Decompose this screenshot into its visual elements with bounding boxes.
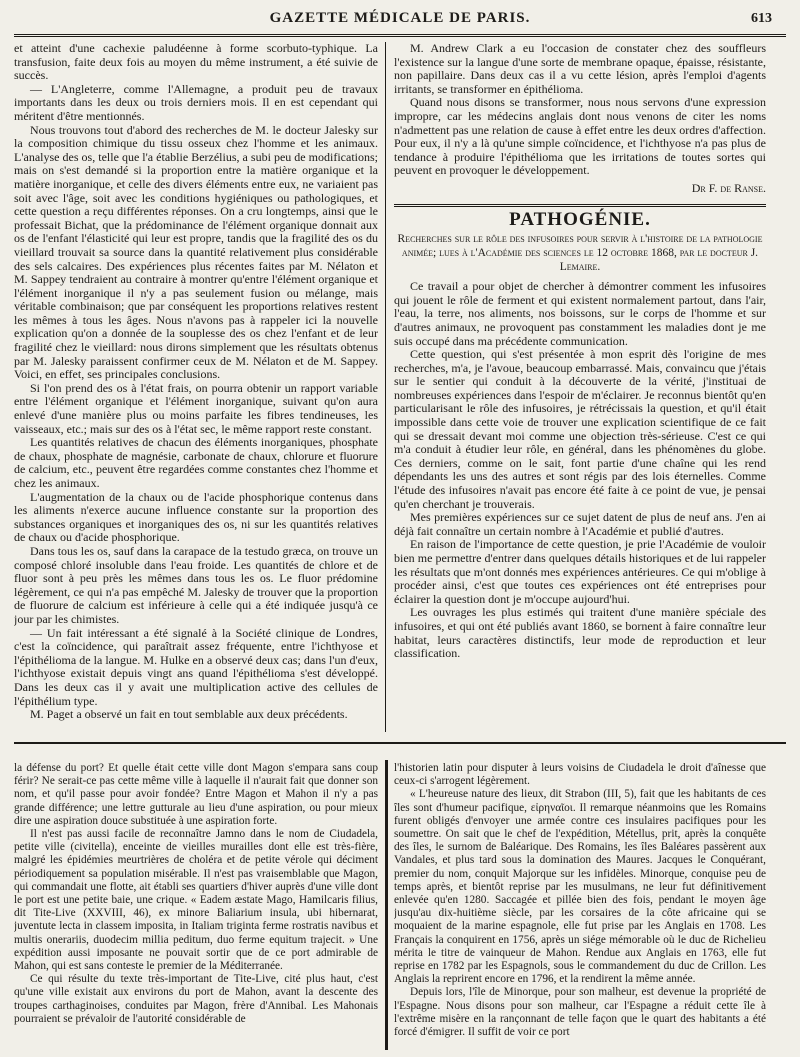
- paragraph: Ce travail a pour objet de chercher à démontrer comment les infusoires qui jouent le rôle de ferment et qui existent normalement partout, dans l'air, l'eau, la terre, nos aliments, nos boissons, sur le corps de l'homme et sur d'autres animaux, ne provoquent pas constamment les maladies dont je me suis occupé dans ma précédente communication.: [394, 279, 766, 348]
- paragraph: Dans tous les os, sauf dans la carapace de la testudo græca, on trouve un composé chloré insoluble dans l'eau froide. Les quantités de chlore et de fluor sont à peu près les mêmes dans tous les os. Le fluor prédomine légèrement, ce qui n'a pas empêché M. Jalesky de trouver que la proportion de fluorure de calcium est inférieure à celle qui a été indiquée jusqu'à ce jour par les chimistes.: [14, 543, 378, 626]
- paragraph: Nous trouvons tout d'abord des recherches de M. le docteur Jalesky sur la composition chimique du tissu osseux chez l'homme et les animaux. L'analyse des os, telle que l'a établie Berzélius, a subi peu de modifications; mais on s'est demandé si la proportion entre la matière organique et la matière inorganique, et celle des divers éléments entre eux, ne variaient pas soit avec l'âge, soit avec les conditions hygiéniques ou pathologiques, et cette question a reçu différentes réponses. On a cru longtemps, ainsi que le professait Bichat, que la prédominance de l'élément organique donnait aux os de l'enfant l'élasticité qui leur est propre, tandis que la fragilité des os du vieillard trouvait sa source dans la quantité relativement plus considérable des sels calcaires. Des expériences plus récentes faites par M. Nélaton et M. Sappey tendraient au contraire à montrer qu'entre l'élément organique et l'élément inorganique il n'y a pas seulement fusion ou mélange, mais véritable combinaison; que par conséquent les proportions relatives restent les mêmes à tous les âges. Nous n'avons pas à rappeler ici la nouvelle explication qu'on a donnée de la souplesse des os chez l'enfant et de leur fragilité chez le vieillard: nous dirons simplement que les résultats obtenus par M. Jalesky paraissent confirmer ceux de M. Nélaton et de M. Sappey. Voici, en effet, ses principales conclusions.: [14, 122, 378, 382]
- author-signature: Dr F. de Ranse.: [691, 180, 766, 195]
- paragraph: — L'Angleterre, comme l'Allemagne, a produit peu de travaux importants dans les deux ou trois derniers mois. Il en est cependant qui méritent d'être mentionnés.: [14, 81, 378, 123]
- paragraph: M. Paget a observé un fait en tout semblable aux deux précédents.: [30, 707, 348, 722]
- section-title: PATHOGÉNIE.: [509, 208, 651, 230]
- paragraph: Cette question, qui s'est présentée à mon esprit dès l'origine de mes recherches, m'a, je l'avoue, beaucoup embarrassé. Mais, convaincu que j'étais sur le sentier qui conduit à la découverte de la vérité, j'instituai de nombreuses expériences dans l'espoir de m'éclairer. Je reconnus bientôt qu'en particularisant le rôle des infusoires, je rétrécissais la question, et qu'il était impossible dans cette voie de trouver une explication scientifique de ce fait qui se dressait devant moi comme une objection très-sérieuse. C'est ce qui m'a conduit à étudier leur rôle, en général, dans les phénomènes du globe. Ces derniers, comme on le sait, font partie d'une chaîne qui les rend dépendants les uns des autres et sont régis par des lois éternelles. Comme l'étude des infusoires n'avait pas encore été faite à ce point de vue, je pensai qu'en cherchant je trouverais.: [394, 347, 766, 511]
- paragraph: Mes premières expériences sur ce sujet datent de plus de neuf ans. J'en ai déjà fait connaître un certain nombre à l'Académie et publié d'autres.: [394, 510, 766, 538]
- paragraph: Les quantités relatives de chacun des éléments inorganiques, phosphate de chaux, phosphate de magnésie, carbonate de chaux, chlorure et fluorure de calcium, etc., peuvent être regardées comme constantes chez l'homme et chez les animaux.: [14, 435, 378, 490]
- page-header: [14, 10, 786, 36]
- feuilleton-separator: [14, 742, 786, 744]
- article-subtitle: Recherches sur le rôle des infusoires pour servir à l'histoire de la pathologie animée; lues à l'Académie des sciences le 12 octobre 1868, par le docteur J. Lemaire.: [397, 233, 763, 274]
- header-rule: [14, 34, 786, 37]
- paragraph: M. Andrew Clark a eu l'occasion de constater chez des souffleurs l'existence sur la langue d'une sorte de membrane opaque, épaisse, résistante, non papillaire. Dans deux cas il a vu cette lésion, après l'emploi d'agents irritants, se transformer en épithélioma.: [394, 42, 766, 96]
- paragraph: l'historien latin pour disputer à leurs voisins de Ciudadela le droit d'aînesse que ceux-ci s'arrogent légèrement.: [394, 762, 766, 788]
- paragraph: En raison de l'importance de cette question, je prie l'Académie de vouloir bien me permettre d'entrer dans quelques détails historiques et de lui rappeler les résultats que m'ont donnés mes expériences antérieures. Ce qui m'oblige à procéder ainsi, c'est que toutes ces expériences ont été entreprises pour éclairer la question dont je m'occupe aujourd'hui.: [394, 537, 766, 606]
- paragraph: Depuis lors, l'île de Minorque, pour son malheur, est devenue la propriété de l'Espagne. Nous disons pour son malheur, car l'Espagne a réduit cette île à l'extrême misère en la rançonnant de telle façon que le quart des habitants a été forcé d'émigrer. Il suffit de voir ce port: [394, 986, 766, 1039]
- paragraph: Il n'est pas aussi facile de reconnaître Jamno dans le nom de Ciudadela, petite ville (civitella), enceinte de vieilles murailles dont elle est très-fière, malgré les épidémies meurtrières de choléra et de petite vérole qui déciment périodiquement sa population misérable. Il n'est pas vraisemblable que Magon, qui commandait une flotte, ait établi ses quartiers d'hiver auprès d'une ville dont le port est une petite baie, une crique. « Eadem æstate Mago, Hamilcaris filius, dit Tite-Live (XXVIII, 46), ex minore Baliarium insula, ubi hibernarat, juventute lecta in classem imposita, in Italiam triginta ferme rostratis navibus et multis onerariis, duodecim millia peditum, duo ferme equitum trajecit. » Une expédition aussi imposante ne pouvait sortir que de ce port admirable de Mahon, qui est sans conteste le premier de la Méditerranée.: [14, 828, 378, 973]
- section-rule: [394, 204, 766, 207]
- paragraph: L'augmentation de la chaux ou de l'acide phosphorique contenus dans les aliments n'exerce aucune influence constante sur la proportion des substances organiques et inorganiques des os, ni sur les quantités relatives de chaux ou d'acide phosphorique.: [14, 489, 378, 545]
- page-number: 613: [751, 11, 772, 26]
- top-right-column: [394, 42, 766, 734]
- journal-title: GAZETTE MÉDICALE DE PARIS.: [269, 10, 531, 26]
- column-divider: [385, 42, 386, 732]
- paragraph: et atteint d'une cachexie paludéenne à forme scorbuto-typhique. La transfusion, faite deux fois au moyen du même instrument, a été suivie de succès.: [14, 42, 378, 83]
- paragraph: Les ouvrages les plus estimés qui traitent d'une manière spéciale des infusoires, et qui ont été publiés avant 1860, se bornent à faire connaître leur habitat, leurs caractères distinctifs, leur mode de reproduction et leur classification.: [394, 605, 766, 661]
- paragraph: Ce qui résulte du texte très-important de Tite-Live, cité plus haut, c'est qu'une ville existait aux environs du port de Mahon, avant la descente des troupes carthaginoises, conduites par Magon, frère d'Annibal. Les Mahonais pourraient se prévaloir de l'autorité considérable de: [14, 973, 378, 1025]
- paragraph: Si l'on prend des os à l'état frais, on pourra obtenir un rapport variable entre l'élément organique et l'élément inorganique, suivant qu'on aura enlevé d'une manière plus ou moins parfaite les fibres tendineuses, les vaisseaux, etc.; mais sur des os à l'état sec, le même rapport reste constant.: [14, 380, 378, 436]
- paragraph: la défense du port? Et quelle était cette ville dont Magon s'empara sans coup férir? Ne serait-ce pas cette même ville à laquelle il n'aurait fait que donner son nom, et qu'il passe pour avoir fondée? Entre Magon et Mahon il n'y a pas grande différence; une lettre gutturale au lieu d'une aspiration, ou pour mieux dire une aspiration douce substituée à une aspiration forte.: [14, 762, 378, 827]
- bottom-right-column: [394, 762, 766, 1052]
- paragraph: « L'heureuse nature des lieux, dit Strabon (III, 5), fait que les habitants de ces îles sont d'humeur pacifique, εἰρηναῖοι. Il remarque néanmoins que les Romains furent obligés d'envoyer une armée contre ces insulaires pacifiques pour les soumettre. On sait que le chef de l'expédition, Métellus, prit, après la conquête des îles, le surnom de Baléarique. Des Romains, les îles Baléares passèrent aux Vandales, et plus tard sous la domination des Maures. Jacques le Conquérant, premier du nom, conquit Majorque sur les infidèles. Minorque, conquise peu de temps après, et bientôt reprise par les musulmans, ne leur fut définitivement enlevée qu'en 1280. Saccagée et pillée bien des fois, pendant le moyen âge jusqu'au dix-huitième siècle, par les corsaires de la côte africaine qui se moquaient de la marine espagnole, elle fut prise par les Anglais en 1708. Les Français la conquirent en 1756, après un siége mémorable où le duc de Richelieu mérita le titre de vainqueur de Mahon. Rendue aux Anglais en 1763, elle fut reprise en 1782 par les Espagnols, sous le commandement du duc de Crillon. Les Anglais la reprirent encore en 1796, et la rendirent la même année.: [394, 788, 766, 986]
- bottom-left-column: [14, 762, 378, 1052]
- paragraph: Quand nous disons se transformer, nous nous servons d'une expression impropre, car les médecins anglais dont nous venons de citer les noms n'admettent pas une relation de cause à effet entre les deux ordres d'affection. Pour eux, il n'y a là qu'une simple coïncidence, et l'ichthyose n'a pas plus de tendance à produire l'épithélioma que les irritations de toutes sortes qui peuvent en provoquer le développement.: [394, 95, 766, 178]
- paragraph: — Un fait intéressant a été signalé à la Société clinique de Londres, c'est la coïncidence, qui paraîtrait assez fréquente, entre l'ichthyose et l'épithélioma de la langue. M. Hulke en a observé deux cas; dans l'un d'eux, l'ichthyose existait depuis vingt ans quand l'épithélioma s'est développé. Dans les deux cas il y avait une multiplication active des cellules de l'épithélium type.: [14, 625, 378, 708]
- column-divider: [385, 760, 388, 1050]
- top-left-column: [14, 42, 378, 734]
